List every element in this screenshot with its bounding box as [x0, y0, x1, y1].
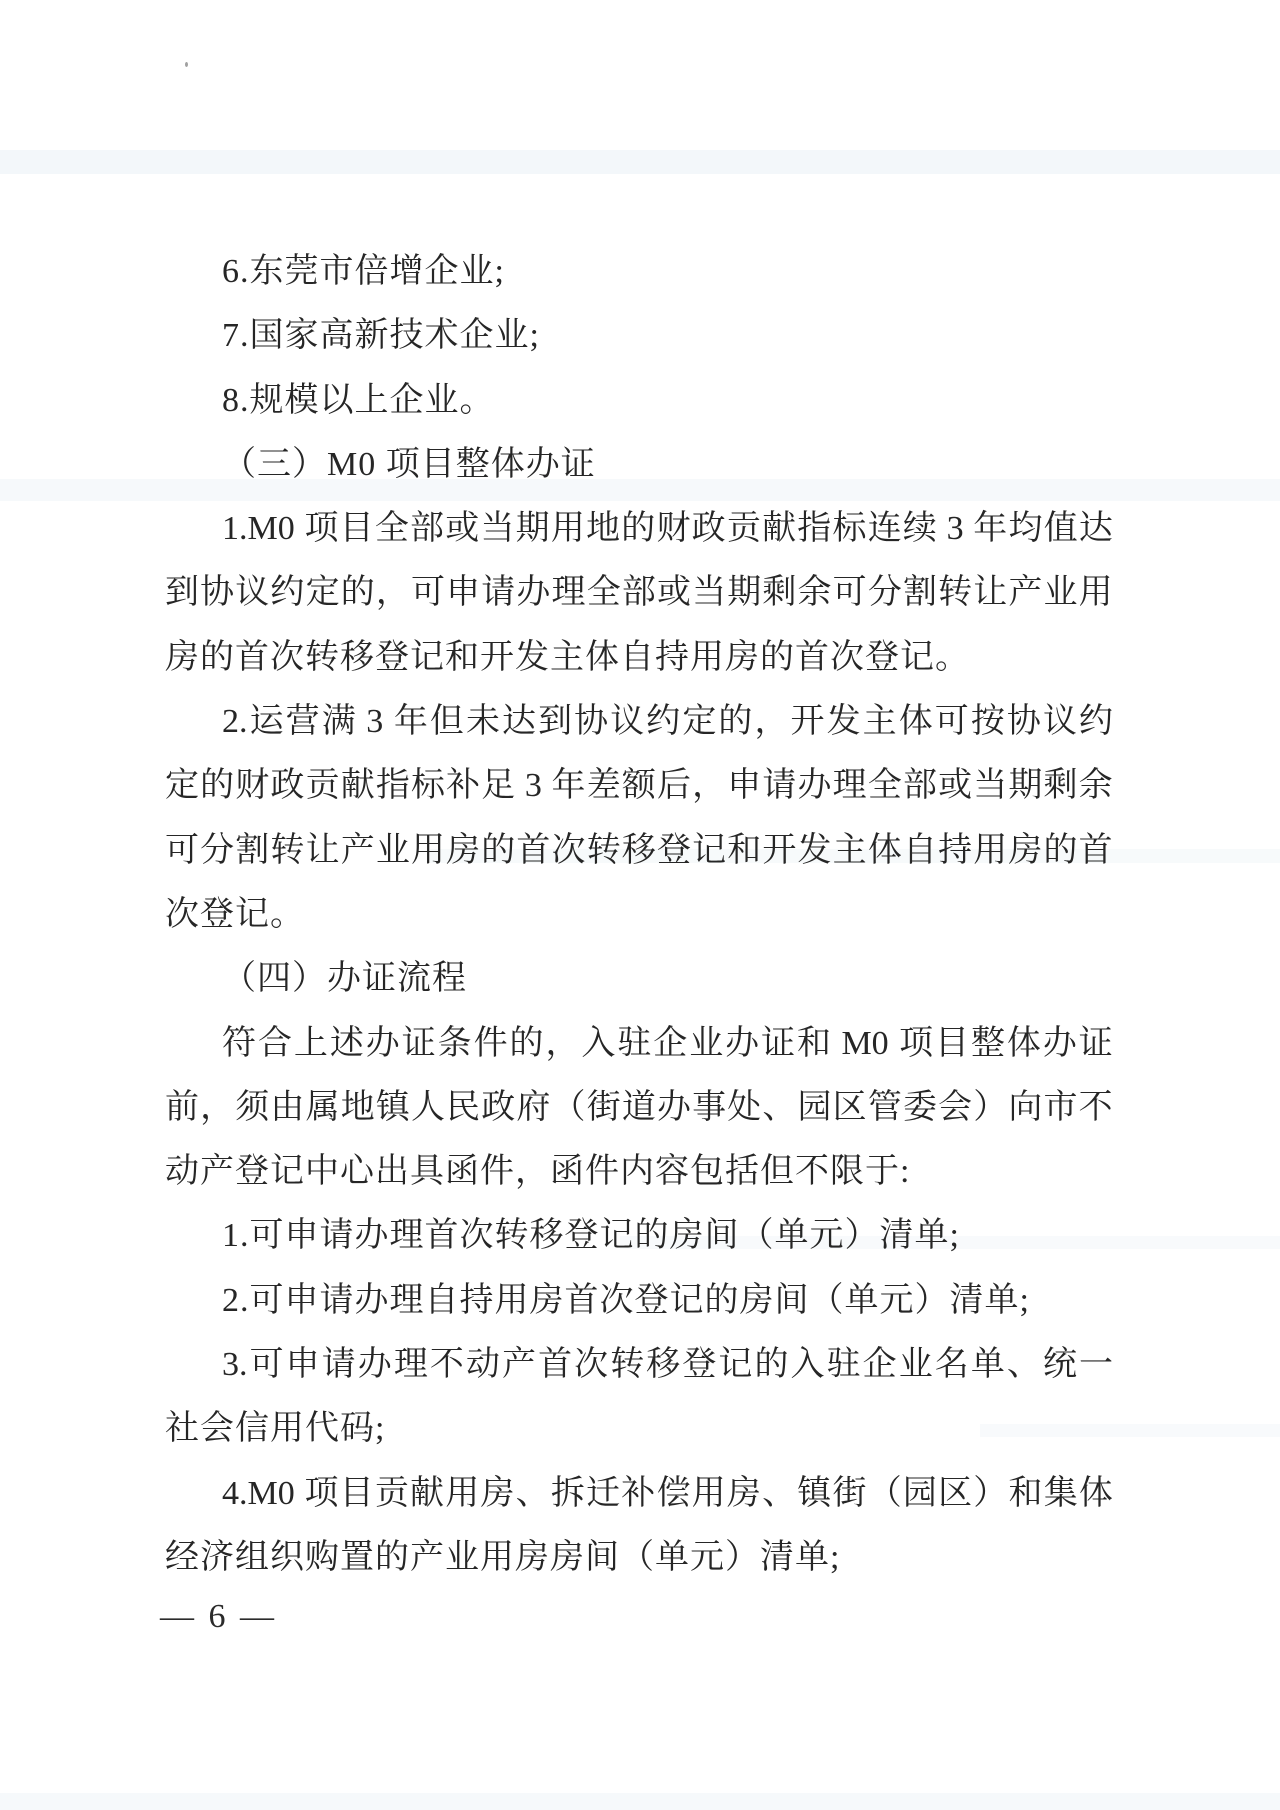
- text-line: 次登记。: [165, 895, 305, 933]
- text-line: 6.东莞市倍增企业;: [222, 253, 505, 290]
- text-line: 前 ， 须 由 属 地 镇 人 民 政 府 （ 街 道 办 事 处 、 园 区 管 委 会 ） 向 市 不: [165, 1088, 1113, 1126]
- text-line: 房的首次转移登记和开发主体自持用房的首次登记。: [165, 638, 970, 676]
- text-line: 4.M0 项 目 贡 献 用 房 、 拆 迁 补 偿 用 房 、 镇 街 （ 园 区 ） 和 集 体: [222, 1474, 1113, 1512]
- text-line: 2.可申请办理自持用房首次登记的房间（单元）清单;: [222, 1281, 1030, 1319]
- text-line: 7.国家高新技术企业;: [222, 317, 540, 355]
- text-line: （四）办证流程: [222, 960, 467, 998]
- text-line: 1.M0 项 目 全 部 或 当 期 用 地 的 财 政 贡 献 指 标 连 续 3 年 均 值 达: [222, 510, 1113, 548]
- text-line: 社会信用代码;: [165, 1410, 386, 1448]
- text-line: 到 协 议 约 定 的 ， 可 申 请 办 理 全 部 或 当 期 剩 余 可 分 割 转 让 产 业 用: [165, 574, 1113, 612]
- text-line: 可 分 割 转 让 产 业 用 房 的 首 次 转 移 登 记 和 开 发 主 体 自 持 用 房 的 首: [165, 831, 1113, 869]
- text-line: 符 合 上 述 办 证 条 件 的 ， 入 驻 企 业 办 证 和 M0 项 目 整 体 办 证: [222, 1024, 1113, 1062]
- scan-artifact-band: [0, 150, 1280, 174]
- text-line: 2. 运 营 满 3 年 但 未 达 到 协 议 约 定 的 ， 开 发 主 体 可 按 协 议 约: [222, 703, 1113, 741]
- text-line: 1.可申请办理首次转移登记的房间（单元）清单;: [222, 1217, 960, 1255]
- text-line: （三）M0 项目整体办证: [222, 445, 596, 483]
- text-line: 经济组织购置的产业用房房间（单元）清单;: [165, 1538, 841, 1576]
- text-line: 定 的 财 政 贡 献 指 标 补 足 3 年 差 额 后 ， 申 请 办 理 全 部 或 当 期 剩 余: [165, 767, 1113, 805]
- scan-artifact-band: [0, 1793, 1280, 1810]
- text-line: 动产登记中心出具函件，函件内容包括但不限于:: [165, 1153, 911, 1191]
- scan-speck: [185, 62, 188, 67]
- page-number: — 6 —: [160, 1598, 277, 1635]
- text-line: 3. 可 申 请 办 理 不 动 产 首 次 转 移 登 记 的 入 驻 企 业 名 单 、 统 一: [222, 1346, 1113, 1384]
- document-body: [165, 240, 1113, 1590]
- text-line: 8.规模以上企业。: [222, 381, 495, 419]
